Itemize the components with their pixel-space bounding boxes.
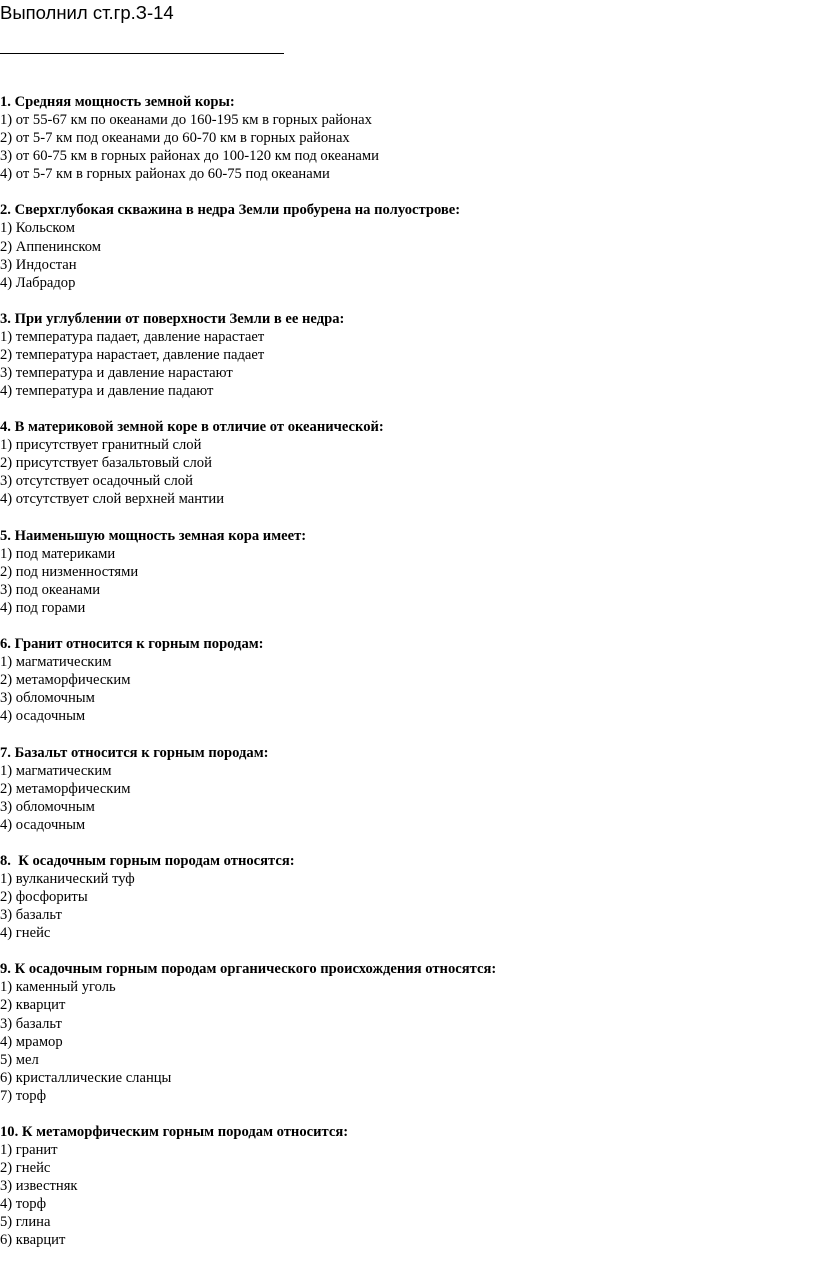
answer-option: 1) от 55-67 км по океанами до 160-195 км в горных районах [0,112,372,129]
question-block [0,852,496,942]
question-title: 10. К метаморфическим горным породам относится: [0,1123,349,1140]
answer-option: 4) мрамор [0,1033,63,1050]
question-title: 2. Сверхглубокая скважина в недра Земли пробурена на полуострове: [0,202,461,219]
answer-option: 3) обломочным [0,798,95,815]
answer-option: 4) под горами [0,599,86,616]
answer-option: 3) базальт [0,907,62,924]
answer-option: 1) гранит [0,1141,58,1158]
answer-option: 3) базальт [0,1015,62,1032]
answer-option: 2) присутствует базальтовый слой [0,455,212,472]
question-title: 8. К осадочным горным породам относятся: [0,852,295,869]
question-block [0,201,496,291]
answer-option: 4) температура и давление падают [0,383,214,400]
author-line: Выполнил ст.гр.З-14 [0,2,174,23]
answer-option: 2) под низменностями [0,563,139,580]
answer-option: 5) мел [0,1051,39,1068]
answer-option: 2) гнейс [0,1160,51,1177]
answer-option: 2) Аппенинском [0,238,101,255]
answer-option: 3) обломочным [0,690,95,707]
question-title: 5. Наименьшую мощность земная кора имеет: [0,527,307,544]
answer-option: 6) кристаллические сланцы [0,1069,172,1086]
question-block [0,93,496,183]
question-block [0,1123,496,1249]
question-title: 4. В материковой земной коре в отличие от океанической: [0,419,384,436]
answer-option: 1) температура падает, давление нарастает [0,328,265,345]
question-list [0,93,496,1267]
answer-option: 4) торф [0,1196,47,1213]
answer-option: 3) под океанами [0,581,101,598]
answer-option: 1) под материками [0,545,116,562]
question-title: 3. При углублении от поверхности Земли в ее недра: [0,310,345,327]
question-block [0,418,496,508]
answer-option: 4) Лабрадор [0,274,76,291]
signature-line [0,53,284,54]
answer-option: 5) глина [0,1214,51,1231]
answer-option: 1) каменный уголь [0,979,116,996]
answer-option: 2) кварцит [0,997,66,1014]
question-title: 7. Базальт относится к горным породам: [0,744,269,761]
answer-option: 3) отсутствует осадочный слой [0,473,193,490]
question-block [0,635,496,725]
answer-option: 4) от 5-7 км в горных районах до 60-75 под океанами [0,166,330,183]
answer-option: 2) фосфориты [0,889,88,906]
answer-option: 3) температура и давление нарастают [0,364,233,381]
answer-option: 3) от 60-75 км в горных районах до 100-120 км под океанами [0,148,379,165]
answer-option: 3) известняк [0,1178,78,1195]
answer-option: 2) от 5-7 км под океанами до 60-70 км в горных районах [0,130,350,147]
answer-option: 1) вулканический туф [0,871,135,887]
answer-option: 2) метаморфическим [0,780,131,797]
answer-option: 3) Индостан [0,256,77,273]
answer-option: 4) гнейс [0,925,51,942]
answer-option: 1) магматическим [0,654,112,671]
answer-option: 2) метаморфическим [0,672,131,689]
answer-option: 4) осадочным [0,708,86,725]
question-block [0,527,496,617]
answer-option: 6) кварцит [0,1232,66,1249]
answer-option: 1) присутствует гранитный слой [0,437,202,454]
answer-option: 7) торф [0,1087,47,1104]
question-title: 9. К осадочным горным породам органического происхождения относятся: [0,961,497,978]
question-block [0,960,496,1104]
question-title: 1. Средняя мощность земной коры: [0,94,235,110]
question-block [0,310,496,400]
answer-option: 2) температура нарастает, давление падает [0,346,265,363]
question-block [0,744,496,834]
answer-option: 1) Кольском [0,220,75,237]
answer-option: 1) магматическим [0,762,112,779]
question-title: 6. Гранит относится к горным породам: [0,636,264,653]
answer-option: 4) отсутствует слой верхней мантии [0,491,225,508]
answer-option: 4) осадочным [0,816,86,833]
